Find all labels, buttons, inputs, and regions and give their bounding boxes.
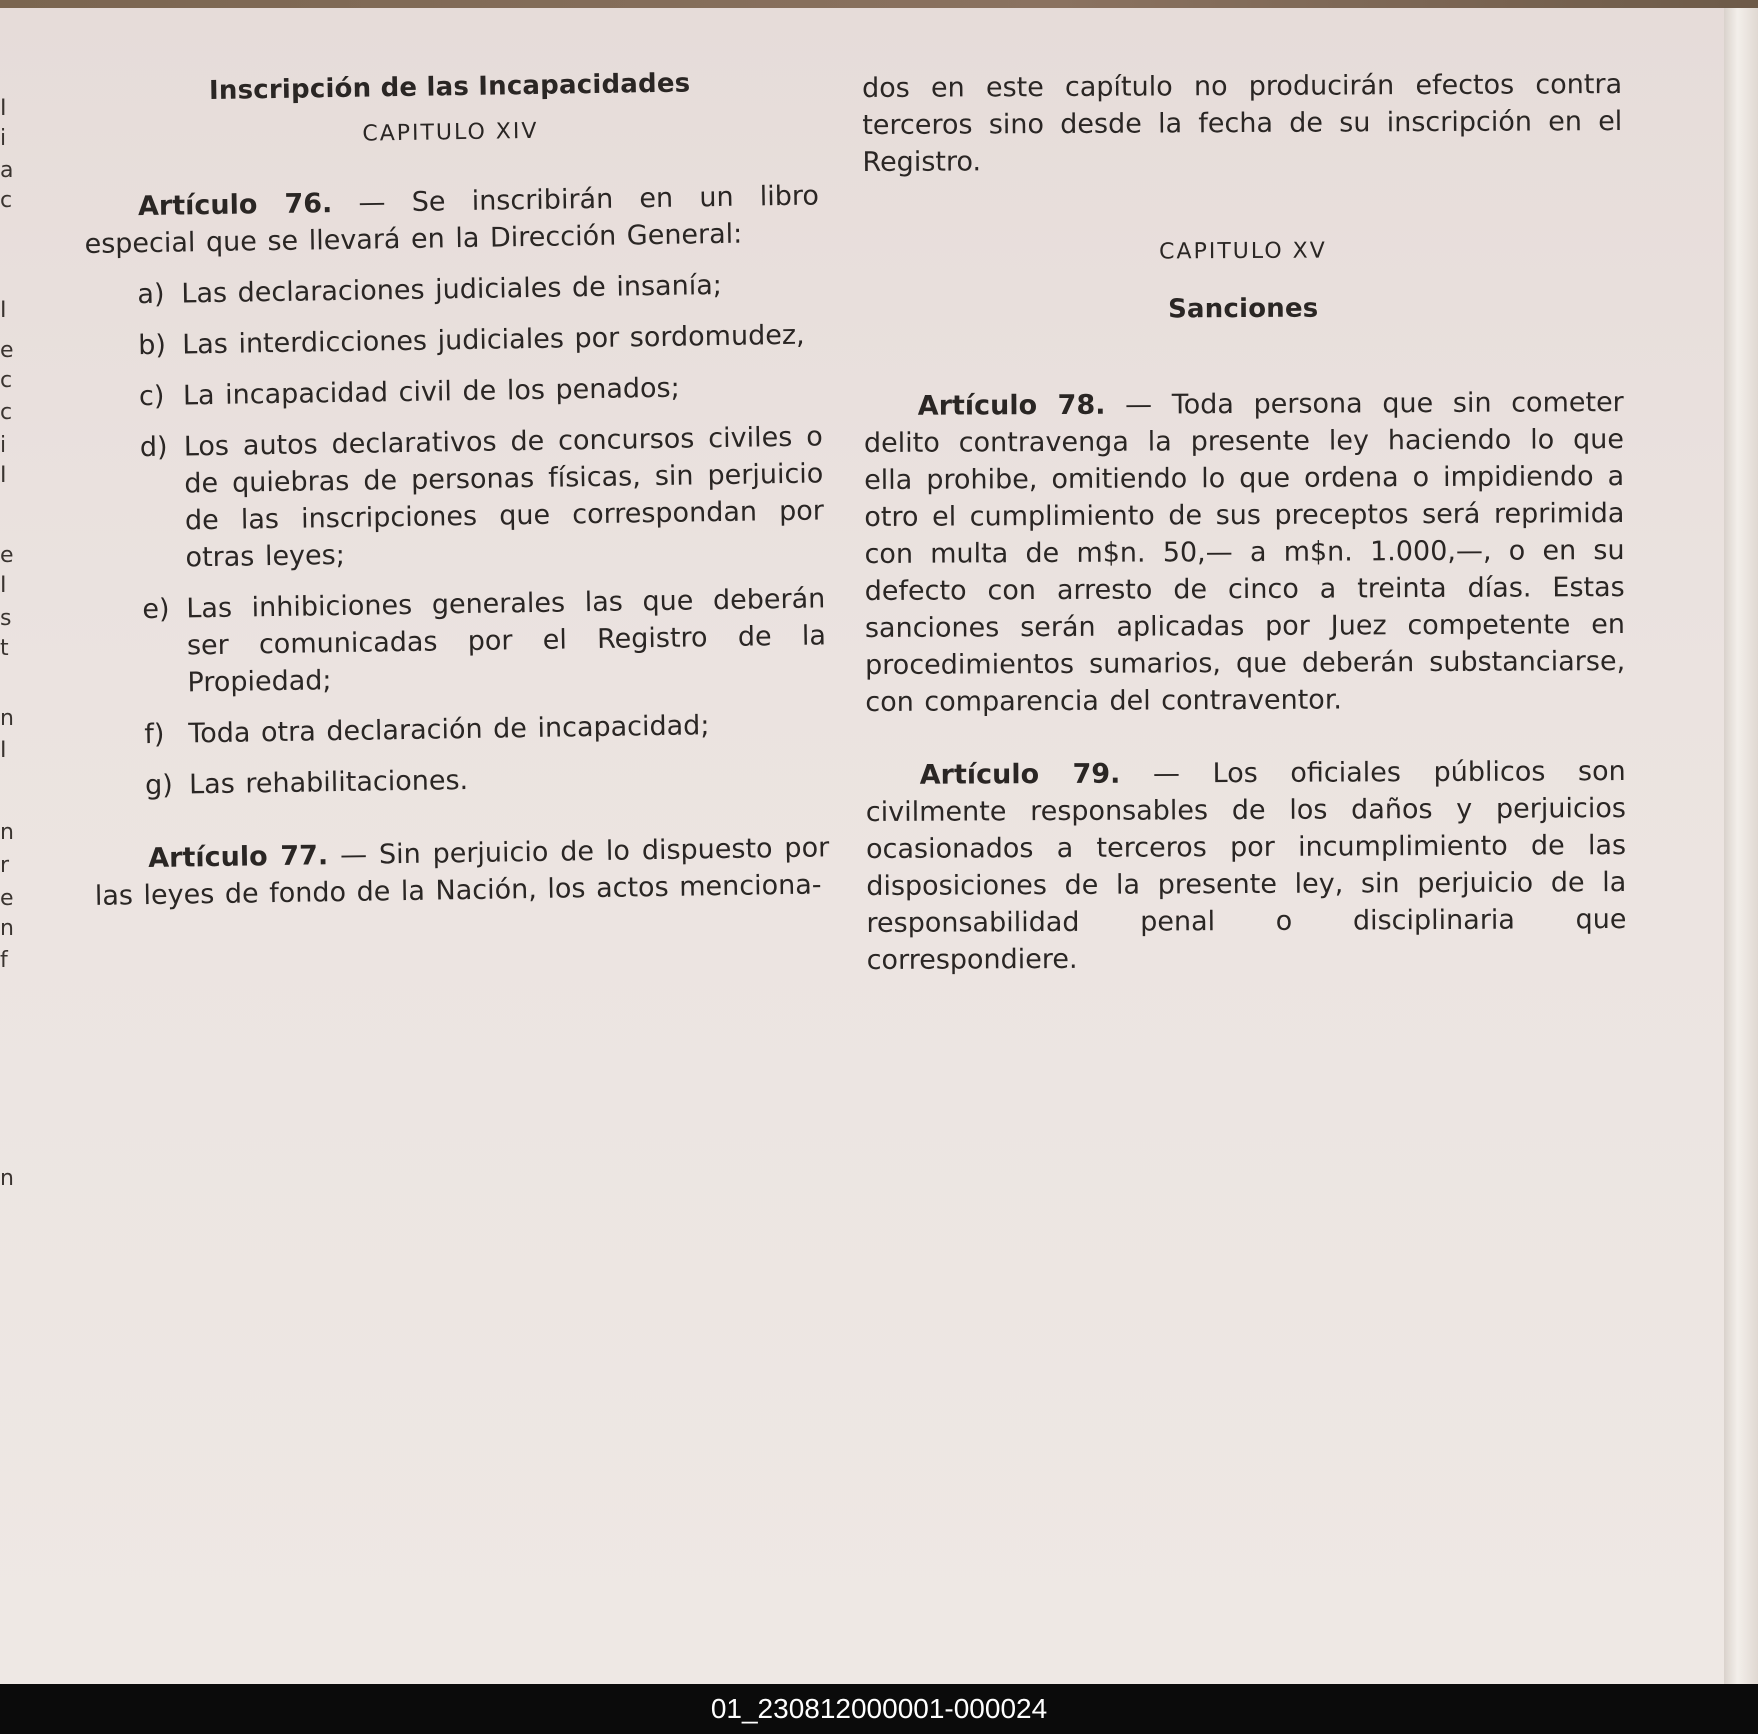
article-78	[864, 384, 1626, 721]
list-item-text: La incapacidad civil de los penados;	[182, 372, 680, 412]
article-77-continuation: dos en este capítulo no producirán efectos contra terceros sino desde la fecha de su inscripción en el Registro.	[862, 69, 1623, 178]
article-79	[866, 753, 1627, 979]
margin-mark: n	[0, 916, 14, 941]
list-item	[85, 265, 820, 314]
article-label: Artículo 77.	[148, 840, 329, 875]
margin-mark: s	[0, 606, 12, 631]
article-text: — Los oficiales públicos son civilmente responsables de los daños y perjuicios ocasionados a terceros por incumplimiento de las disposiciones de la presente ley, sin perjuicio de la responsabilidad penal o disciplinaria que correspondiere.	[865, 756, 1627, 976]
list-item	[88, 418, 825, 578]
list-item	[86, 316, 821, 365]
list-item	[93, 756, 828, 805]
section-heading: Sanciones	[1167, 293, 1319, 325]
list-item	[90, 580, 827, 703]
left-page-bleed	[0, 8, 14, 1684]
margin-mark: t	[0, 636, 9, 661]
article-76	[84, 177, 820, 263]
list-marker: c)	[138, 380, 165, 413]
list-item-text: Los autos declarativos de concursos civiles o de quiebras de personas físicas, sin perjuicio de las inscripciones que correspondan por otras leyes;	[183, 421, 825, 574]
list-marker: g)	[144, 769, 174, 802]
list-item-text: Las inhibiciones generales las que deberán ser comunicadas por el Registro de la Propiedad;	[186, 583, 827, 699]
article-77	[94, 829, 830, 915]
page-edge	[1724, 8, 1758, 1684]
list-marker: b)	[137, 329, 167, 362]
list-marker: d)	[139, 431, 168, 464]
margin-mark: n	[0, 706, 14, 731]
list-item-text: Toda otra declaración de incapacidad;	[188, 710, 710, 750]
margin-mark: I	[0, 96, 7, 121]
article-label: Artículo 76.	[137, 188, 333, 223]
margin-mark: a	[0, 158, 14, 183]
list-marker: a)	[137, 278, 165, 311]
chapter-title: CAPITULO XV	[1159, 238, 1327, 265]
margin-mark: I	[0, 738, 7, 763]
article-text: — Toda persona que sin cometer delito contravenga la presente ley haciendo lo que ella prohibe, omitiendo lo que ordena o impidiendo a otro el cumplimiento de sus preceptos será reprimida con multa de m$n. 50,— a m$n. 1.000,—, o en su defecto con arresto de cinco a treinta días. Estas sanciones serán aplicadas por Juez competente en procedimientos sumarios, que deberán substanciarse, con comparencia del contraventor.	[863, 387, 1626, 718]
list-marker: f)	[144, 718, 165, 751]
margin-mark: f	[0, 948, 8, 973]
margin-mark: e	[0, 338, 14, 363]
article-label: Artículo 79.	[919, 758, 1121, 791]
margin-mark: e	[0, 543, 14, 568]
list-item	[92, 705, 827, 754]
margin-mark: I	[0, 573, 7, 598]
margin-mark: I	[0, 463, 7, 488]
document-page	[0, 8, 1724, 1684]
list-marker: e)	[142, 593, 170, 626]
margin-mark: i	[0, 126, 7, 151]
margin-mark: c	[0, 188, 13, 213]
left-column	[82, 66, 830, 914]
margin-mark: I	[0, 298, 7, 323]
margin-mark: i	[0, 433, 7, 458]
article-label: Artículo 78.	[917, 389, 1106, 422]
margin-mark: e	[0, 886, 14, 911]
article-text: — Sin perjuicio de lo dispuesto por las leyes de fondo de la Nación, los actos menciona-	[94, 832, 830, 912]
list-item-text: Las declaraciones judiciales de insanía;	[181, 269, 723, 310]
article-text: — Se inscribirán en un libro especial que se llevará en la Dirección General:	[84, 180, 820, 260]
margin-mark: n	[0, 1166, 14, 1191]
image-id-footer: 01_230812000001-000024	[0, 1684, 1758, 1734]
list-item-text: Las interdicciones judiciales por sordomudez,	[181, 319, 805, 361]
list-item	[87, 367, 822, 416]
list-item-text: Las rehabilitaciones.	[188, 765, 469, 801]
section-heading: Inscripción de las Incapacidades	[208, 68, 691, 107]
chapter-title: CAPITULO XIV	[362, 118, 539, 147]
margin-mark: r	[0, 853, 10, 878]
margin-mark: n	[0, 820, 14, 845]
margin-mark: c	[0, 400, 13, 425]
margin-mark: c	[0, 368, 13, 393]
right-column	[862, 66, 1627, 979]
